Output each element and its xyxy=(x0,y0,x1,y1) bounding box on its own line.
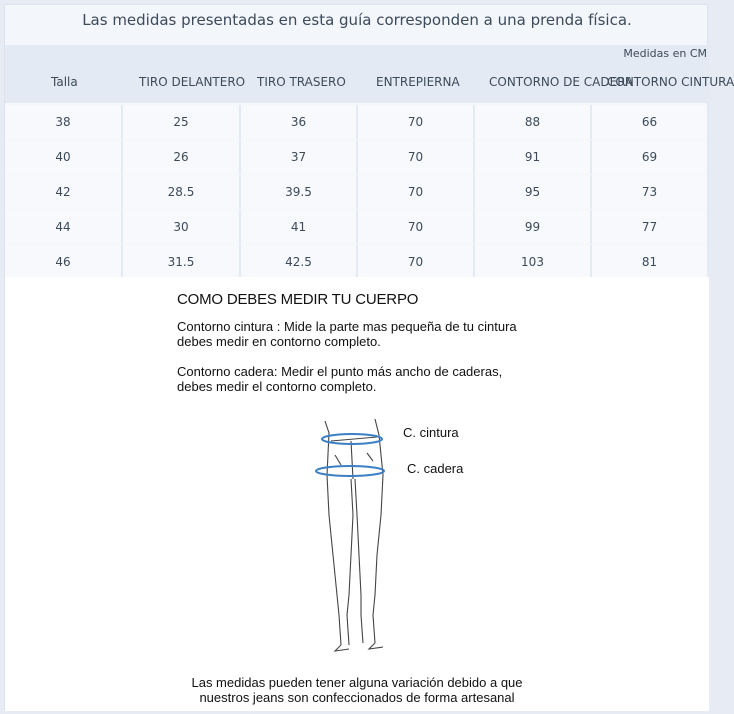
table-cell: 44 xyxy=(5,210,123,244)
waist-instructions-line1: Contorno cintura : Mide la parte mas pequeña de tu cintura xyxy=(177,319,517,334)
table-cell: 40 xyxy=(5,140,123,174)
table-row xyxy=(5,175,709,209)
table-cell: 103 xyxy=(475,245,592,279)
table-cell: 70 xyxy=(358,140,475,174)
hip-instructions-line1: Contorno cadera: Medir el punto más ancho de caderas, xyxy=(177,364,503,379)
size-guide-panel xyxy=(4,4,734,710)
table-cell: 69 xyxy=(592,140,709,174)
table-cell: 77 xyxy=(592,210,709,244)
table-cell: 25 xyxy=(123,105,241,139)
jeans-illustration xyxy=(295,415,495,655)
table-cell: 42.5 xyxy=(241,245,358,279)
table-cell: 91 xyxy=(475,140,592,174)
jeans-outline-icon xyxy=(325,419,383,651)
column-header-contorno-cintura: CONTORNO CINTURA xyxy=(607,75,734,89)
table-cell: 39.5 xyxy=(241,175,358,209)
table-cell: 81 xyxy=(592,245,709,279)
table-cell: 36 xyxy=(241,105,358,139)
footer-line2: nuestros jeans son confeccionados de forma artesanal xyxy=(199,690,515,705)
table-header xyxy=(5,45,734,103)
hip-instructions-line2: debes medir el contorno completo. xyxy=(177,379,377,394)
table-row xyxy=(5,245,709,279)
table-cell: 26 xyxy=(123,140,241,174)
table-row xyxy=(5,210,709,244)
table-cell: 95 xyxy=(475,175,592,209)
table-cell: 30 xyxy=(123,210,241,244)
column-header-talla: Talla xyxy=(51,75,78,89)
column-header-tiro-trasero: TIRO TRASERO xyxy=(257,75,346,89)
table-row xyxy=(5,105,709,139)
measure-lines xyxy=(316,434,384,476)
table-cell: 41 xyxy=(241,210,358,244)
column-header-contorno-cadera: CONTORNO DE CADERA xyxy=(489,75,634,89)
table-cell: 46 xyxy=(5,245,123,279)
guide-footer xyxy=(5,675,709,705)
measurement-guide xyxy=(5,277,709,711)
footer-line1: Las medidas pueden tener alguna variación debido a que xyxy=(191,675,523,690)
column-header-entrepierna: ENTREPIERNA xyxy=(376,75,460,89)
table-cell: 99 xyxy=(475,210,592,244)
table-cell: 70 xyxy=(358,245,475,279)
table-row xyxy=(5,140,709,174)
waist-label: C. cintura xyxy=(403,425,459,440)
hip-label: C. cadera xyxy=(407,461,464,476)
guide-title: COMO DEBES MEDIR TU CUERPO xyxy=(177,291,419,308)
table-cell: 88 xyxy=(475,105,592,139)
table-cell: 42 xyxy=(5,175,123,209)
table-cell: 31.5 xyxy=(123,245,241,279)
waist-instructions xyxy=(177,319,557,349)
table-cell: 66 xyxy=(592,105,709,139)
table-cell: 70 xyxy=(358,210,475,244)
notice-text: Las medidas presentadas en esta guía corresponden a una prenda física. xyxy=(82,11,632,29)
table-cell: 37 xyxy=(241,140,358,174)
table-cell: 38 xyxy=(5,105,123,139)
table-cell: 28.5 xyxy=(123,175,241,209)
table-cell: 70 xyxy=(358,175,475,209)
table-cell: 73 xyxy=(592,175,709,209)
table-cell: 70 xyxy=(358,105,475,139)
hip-instructions xyxy=(177,364,557,394)
units-label: Medidas en CM xyxy=(623,47,707,60)
hip-measure-line xyxy=(316,466,384,476)
waist-instructions-line2: debes medir en contorno completo. xyxy=(177,334,381,349)
column-header-tiro-delantero: TIRO DELANTERO xyxy=(139,75,246,89)
